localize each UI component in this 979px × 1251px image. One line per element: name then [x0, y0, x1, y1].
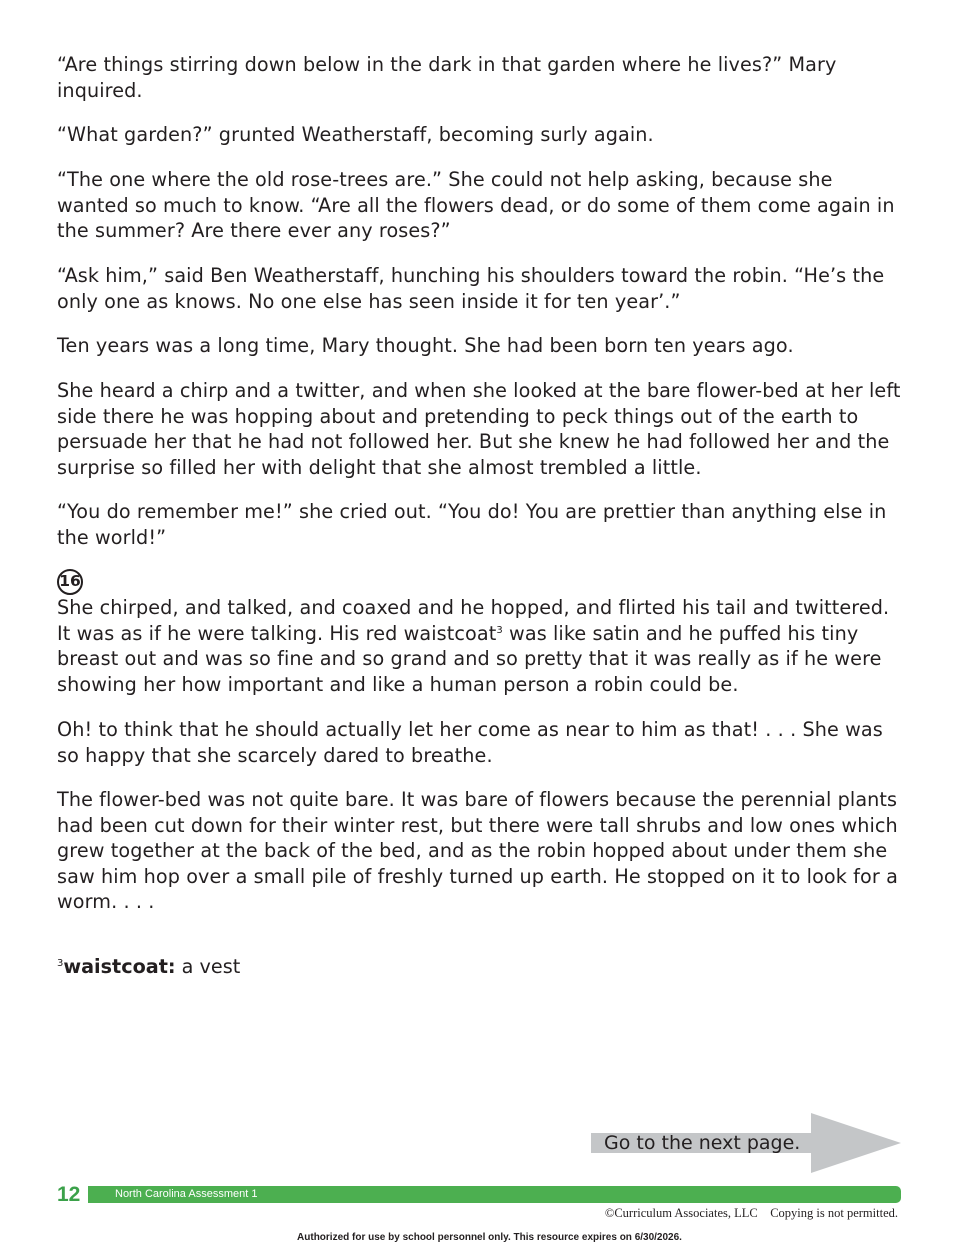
- numbered-paragraph-text: was like satin and he puffed his tiny breast out and was so fine and so grand and so pretty that it was really as if he were showing her how important and like a human person a robin could be.: [57, 621, 882, 696]
- passage-paragraph: The flower-bed was not quite bare. It was bare of flowers because the perennial plants had been cut down for their winter rest, but there were tall shrubs and low ones which grew together at the back of the bed, and as the robin hopped about under them she saw him hop over a small pile of freshly turned up earth. He stopped on it to look for a worm. . . .: [57, 788, 898, 914]
- passage-paragraph: Oh! to think that he should actually let her come as near to him as that! . . . She was so happy that she scarcely dared to breathe.: [57, 718, 883, 767]
- next-page-button[interactable]: [591, 1113, 903, 1173]
- passage-paragraph: “The one where the old rose-trees are.” She could not help asking, because she wanted so much to know. “Are all the flowers dead, or do some of them come again in the summer? Are there ever any roses?”: [57, 168, 895, 243]
- authorization-notice: Authorized for use by school personnel only. This resource expires on 6/30/2026.: [297, 1232, 682, 1243]
- footnote-reference: 3: [496, 624, 503, 636]
- passage-paragraph: “Are things stirring down below in the dark in that garden where he lives?” Mary inquired.: [57, 53, 837, 102]
- numbered-paragraph: [57, 595, 905, 697]
- passage-paragraph: “You do remember me!” she cried out. “You do! You are prettier than anything else in the world!”: [57, 500, 887, 549]
- numbered-paragraph-text: She chirped, and talked, and coaxed and he hopped, and flirted his tail and twittered. It was as if he were talking. His red waistcoat: [57, 596, 890, 645]
- passage-paragraph: “Ask him,” said Ben Weatherstaff, hunching his shoulders toward the robin. “He’s the only one as knows. No one else has seen inside it for ten year’.”: [57, 264, 885, 313]
- assessment-title: North Carolina Assessment 1: [115, 1188, 258, 1200]
- footnote-term: waistcoat:: [63, 955, 176, 978]
- next-page-label: Go to the next page.: [604, 1132, 801, 1154]
- passage-paragraph: “What garden?” grunted Weatherstaff, becoming surly again.: [57, 123, 654, 146]
- footnote-definition: a vest: [175, 955, 241, 978]
- footnote: [57, 954, 240, 980]
- passage-paragraph: She heard a chirp and a twitter, and when she looked at the bare flower-bed at her left side there he was hopping about and pretending to peck things out of the earth to persuade her that he had not followed her. But she knew he had followed her and the surprise so filled her with delight that she almost trembled a little.: [57, 379, 901, 479]
- page-number: 12: [57, 1183, 81, 1206]
- paragraph-number-badge: 16: [57, 569, 83, 595]
- copyright-notice: ©Curriculum Associates, LLC Copying is not permitted.: [604, 1206, 898, 1220]
- passage-paragraph: Ten years was a long time, Mary thought. She had been born ten years ago.: [57, 334, 794, 357]
- footnote-number: 3: [57, 958, 64, 969]
